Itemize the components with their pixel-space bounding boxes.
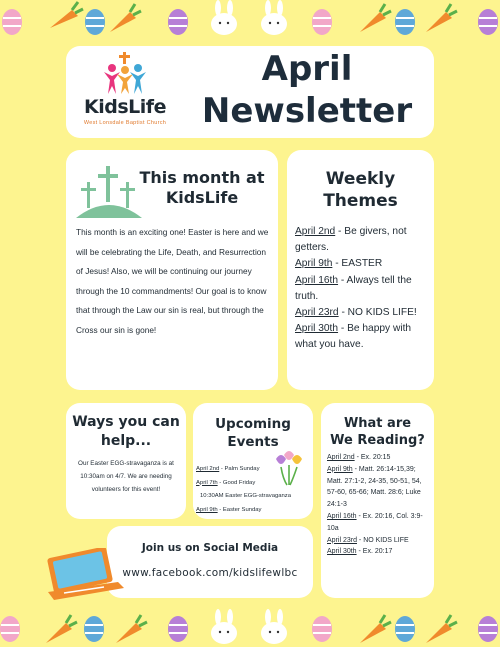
reading-item: April 9th - Matt. 26:14-15,39; Matt. 27:1-2, 24-35, 50-51, 54, 57-60, 65-66; Matt. 28:6; Luke 24:1-3 (327, 465, 422, 509)
easter-egg-icon (84, 616, 104, 642)
kidslife-figures-icon (80, 50, 170, 98)
easter-egg-icon (478, 9, 498, 35)
bunny-icon (261, 609, 287, 644)
reading-item: April 16th - Ex. 20:16, Col. 3:9-10a (327, 512, 423, 532)
weekly-themes-heading: Weekly Themes (323, 169, 398, 211)
reading-item: April 23rd - NO KIDS LIFE (327, 536, 409, 544)
easter-egg-icon (478, 616, 498, 642)
facebook-link[interactable]: www.facebook.com/kidslifewlbc (122, 567, 298, 579)
easter-border-top (0, 0, 500, 44)
weekly-themes-list (295, 224, 429, 354)
ways-to-help-body: Our Easter EGG-stravaganza is at 10:30am on 4/7. We are needing volunteers for this event! (78, 460, 174, 493)
reading-card (321, 403, 434, 598)
carrot-icon (46, 615, 77, 643)
carrot-icon (360, 615, 391, 643)
carrot-icon (426, 615, 457, 643)
reading-item: April 2nd - Ex. 20:15 (327, 454, 391, 461)
kidslife-logo (80, 50, 170, 134)
easter-egg-icon (2, 9, 22, 35)
this-month-heading: This month at KidsLife (139, 168, 265, 207)
easter-egg-icon (0, 616, 20, 642)
easter-egg-icon (312, 9, 332, 35)
easter-border-bottom (0, 603, 500, 647)
bunny-icon (261, 0, 287, 35)
easter-egg-icon (312, 616, 332, 642)
reading-item: April 30th - Ex. 20:17 (327, 548, 393, 556)
reading-heading: What are We Reading? (330, 416, 425, 448)
event-item: 10:30AM Easter EGG-stravaganza (200, 493, 292, 500)
upcoming-events-list (196, 463, 312, 517)
event-item: April 2nd - Palm Sunday (196, 466, 260, 472)
theme-item: April 30th - Be happy with what you have. (295, 323, 412, 351)
upcoming-events-heading: Upcoming Events (215, 416, 291, 450)
carrot-icon (360, 4, 391, 32)
theme-item: April 9th - EASTER (295, 258, 383, 270)
this-month-card (66, 150, 278, 390)
event-item: April 7th - Good Friday (196, 479, 256, 486)
easter-egg-icon (85, 9, 105, 35)
easter-egg-icon (168, 616, 188, 642)
easter-egg-icon (168, 9, 188, 35)
ways-to-help-heading: Ways you can help... (72, 414, 180, 449)
page-title: April Newsletter (201, 49, 413, 131)
social-media-heading: Join us on Social Media (141, 542, 279, 554)
social-media-card (107, 526, 313, 598)
carrot-icon (110, 4, 141, 32)
title-card (66, 46, 434, 138)
event-item: April 9th - Easter Sunday (196, 506, 262, 513)
carrot-icon (50, 2, 83, 28)
weekly-themes-card (287, 150, 434, 390)
carrot-icon (426, 4, 457, 32)
bunny-icon (211, 609, 237, 644)
this-month-body: This month is an exciting one! Easter is here and we will be celebrating the Life, Death, and Resurrection of Jesus! Also, we will be continuing our journey through the 10 commandments! Our goal is to know that through the Law our sin is real, but through the Cross our sin is gone! (76, 227, 269, 335)
carrot-icon (116, 615, 147, 643)
laptop-icon (44, 548, 126, 602)
logo-wordmark: KidsLife (84, 96, 166, 118)
reading-list (327, 452, 430, 558)
logo-subtitle: West Lonsdale Baptist Church (83, 120, 167, 126)
easter-egg-icon (395, 9, 415, 35)
bunny-icon (211, 0, 237, 35)
theme-item: April 2nd - Be givers, not getters. (295, 226, 407, 254)
theme-item: April 23rd - NO KIDS LIFE! (295, 307, 417, 319)
upcoming-events-card (193, 403, 313, 519)
easter-egg-icon (395, 616, 415, 642)
theme-item: April 16th - Always tell the truth. (295, 274, 412, 302)
ways-to-help-card (66, 403, 186, 519)
